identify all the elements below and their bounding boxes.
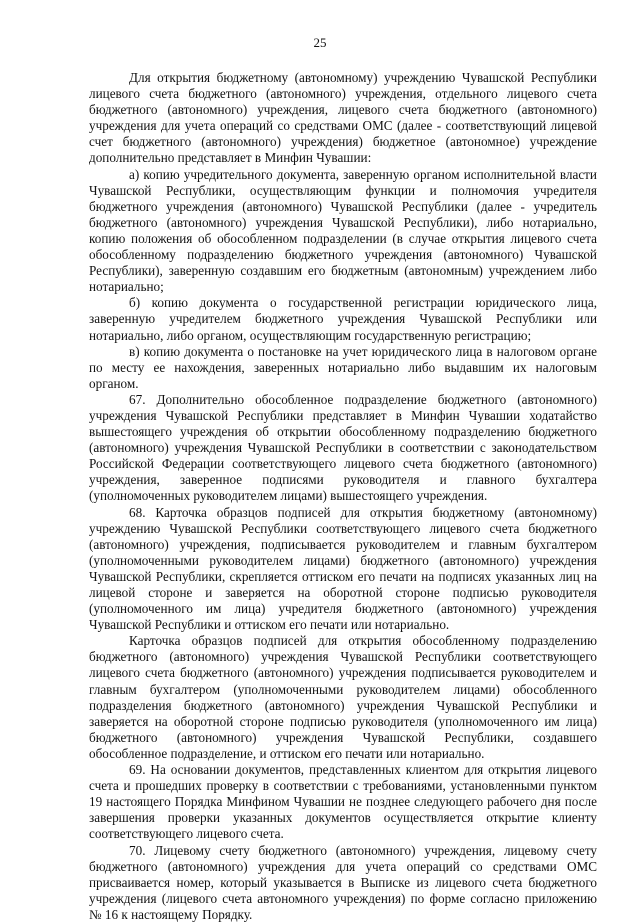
paragraph-intro: Для открытия бюджетному (автономному) учреждению Чувашской Республики лицевого счета бюджетного (автономного) учреждения, отдельного лицевого счета бюджетного (автономного) учреждения, лицевого счета бюджетного (автономного) учреждения для учета операций со средствами ОМС (далее - соответствующий лицевой счет бюджетного (автономного) учреждения) бюджетное (автономное) учреждение дополнительно представляет в Минфин Чувашии: <box>89 70 597 166</box>
paragraph-item-v: в) копию документа о постановке на учет юридического лица в налоговом органе по месту ее нахождения, заверенных нотариально либо выдавшим их налоговым органом. <box>89 343 597 391</box>
paragraph-70: 70. Лицевому счету бюджетного (автономного) учреждения, лицевому счету бюджетного (автономного) учреждения для учета операций со средствами ОМС присваивается номер, который указывается в Выписке из лицевого счета бюджетного учреждения (лицевого счета автономного учреждения) по форме согласно приложению № 16 к настоящему Порядку. <box>89 842 597 922</box>
page-number: 25 <box>313 35 327 50</box>
paragraph-67: 67. Дополнительно обособленное подразделение бюджетного (автономного) учреждения Чувашской Республики представляет в Минфин Чувашии ходатайство вышестоящего учреждения об открытии обособленному подразделению бюджетного (автономного) учреждения Чувашской Республики в соответствии с законодательством Российской Федерации соответствующего лицевого счета бюджетного (автономного) учреждения, заверенное подписями руководителя и главного бухгалтера (уполномоченных руководителем лицами) вышестоящего учреждения. <box>89 391 597 504</box>
paragraph-item-b: б) копию документа о государственной регистрации юридического лица, заверенную учредителем бюджетного учреждения Чувашской Республики или нотариально, либо органом, осуществляющим государственную регистрацию; <box>89 295 597 343</box>
paragraph-68-continued: Карточка образцов подписей для открытия обособленному подразделению бюджетного (автономного) учреждения Чувашской Республики соответствующего лицевого счета бюджетного (автономного) учреждения подписывается руководителем и главным бухгалтером (уполномоченными руководителем лицами) обособленного подразделения бюджетного (автономного) учреждения Чувашской Республики и заверяется на оборотной стороне подписью руководителя (уполномоченного им лица) бюджетного (автономного) учреждения Чувашской Республики, создавшего обособленное подразделение, и оттиском его печати или нотариально. <box>89 633 597 761</box>
paragraph-68: 68. Карточка образцов подписей для открытия бюджетному (автономному) учреждению Чувашской Республики соответствующего лицевого счета бюджетного (автономного) учреждения, подписывается руководителем и главным бухгалтером (уполномоченными руководителем лицами) бюджетного (автономного) учреждения Чувашской Республики, скрепляется оттиском его печати на подписях указанных лиц на лицевой стороне и заверяется на оборотной стороне подписью руководителя (уполномоченного им лица) учредителя бюджетного (автономного) учреждения Чувашской Республики и оттиском его печати или нотариально. <box>89 504 597 633</box>
paragraph-69: 69. На основании документов, представленных клиентом для открытия лицевого счета и прошедших проверку в соответствии с требованиями, установленными пунктом 19 настоящего Порядка Минфином Чувашии не позднее следующего рабочего дня после завершения проверки указанных документов осуществляется открытие клиенту соответствующего лицевого счета. <box>89 762 597 842</box>
paragraph-item-a: а) копию учредительного документа, заверенную органом исполнительной власти Чувашской Республики, осуществляющим функции и полномочия учредителя бюджетного учреждения (автономного) Чувашской Республики (далее - учредитель бюджетного (автономного) учреждения Чувашской Республики), либо нотариально, копию положения об обособленном подразделении (в случае открытия лицевого счета обособленному подразделению бюджетного учреждения (автономного) Чувашской Республики), заверенную создавшим его бюджетным (автономным) учреждением либо нотариально; <box>89 166 597 295</box>
document-body <box>89 70 597 923</box>
